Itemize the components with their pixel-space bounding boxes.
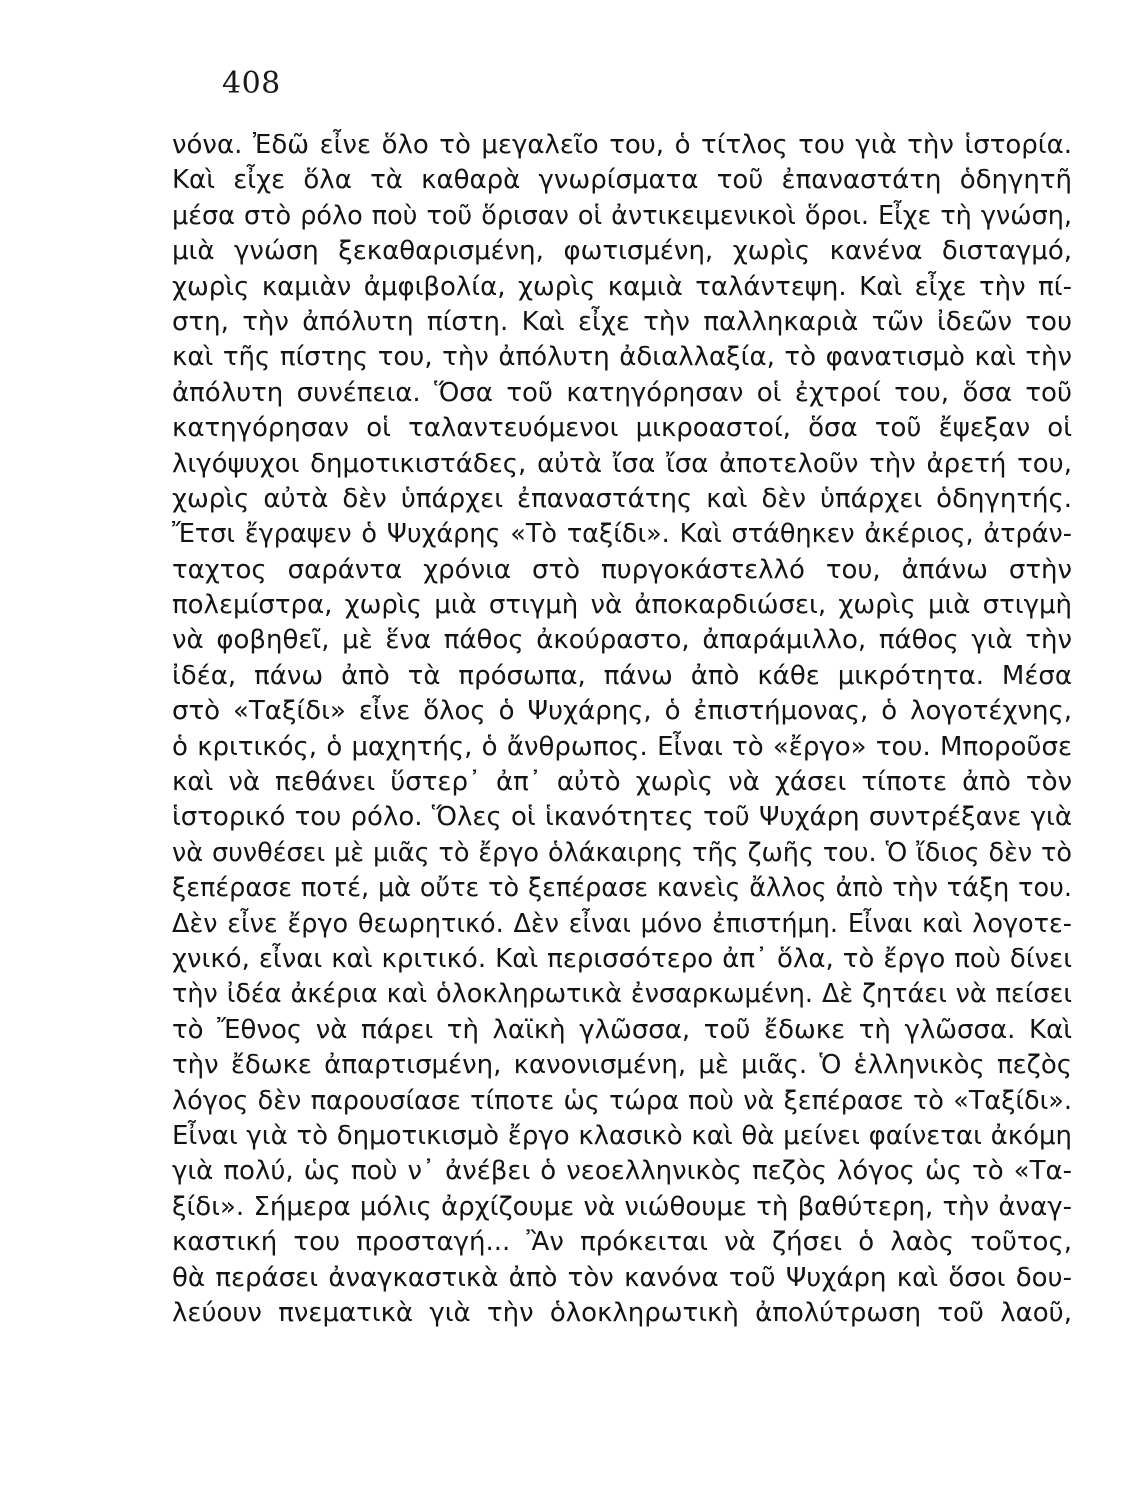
text-line: ἰδέα, πάνω ἀπὸ τὰ πρόσωπα, πάνω ἀπὸ κάθε μικρότητα. Μέσα — [172, 660, 1072, 691]
text-line: χωρὶς αὐτὰ δὲν ὑπάρχει ἐπαναστάτης καὶ δὲν ὑπάρχει ὁδηγητής. — [172, 483, 1072, 514]
text-line: νόνα. Ἐδῶ εἶνε ὅλο τὸ μεγαλεῖο του, ὁ τίτλος του γιὰ τὴν ἱστορία. — [172, 130, 1072, 160]
text-line: λεύουν πνεματικὰ γιὰ τὴν ὁλοκληρωτικὴ ἀπολύτρωση τοῦ λαοῦ, — [172, 1297, 1072, 1328]
text-line: ξίδι». Σήμερα μόλις ἀρχίζουμε νὰ νιώθουμε τὴ βαθύτερη, τὴν ἀναγ- — [172, 1191, 1072, 1222]
text-line: πολεμίστρα, χωρὶς μιὰ στιγμὴ νὰ ἀποκαρδιώσει, χωρὶς μιὰ στιγμὴ — [172, 590, 1072, 621]
text-line: Δὲν εἶνε ἔργο θεωρητικό. Δὲν εἶναι μόνο ἐπιστήμη. Εἶναι καὶ λογοτε- — [172, 908, 1072, 939]
page-number: 408 — [222, 66, 281, 101]
text-line: Καὶ εἶχε ὅλα τὰ καθαρὰ γνωρίσματα τοῦ ἐπαναστάτη ὁδηγητῆ — [172, 165, 1072, 196]
text-line: λόγος δὲν παρουσίασε τίποτε ὡς τώρα ποὺ νὰ ξεπέρασε τὸ «Ταξίδι». — [172, 1085, 1072, 1116]
text-line: στὸ «Ταξίδι» εἶνε ὅλος ὁ Ψυχάρης, ὁ ἐπιστήμονας, ὁ λογοτέχνης, — [172, 696, 1072, 727]
text-line: ἱστορικό του ρόλο. Ὅλες οἱ ἱκανότητες τοῦ Ψυχάρη συντρέξανε γιὰ — [172, 802, 1072, 833]
text-line: καὶ τῆς πίστης του, τὴν ἀπόλυτη ἀδιαλλαξία, τὸ φανατισμὸ καὶ τὴν — [172, 342, 1072, 373]
text-line: καὶ νὰ πεθάνει ὕστερ᾽ ἀπ᾽ αὐτὸ χωρὶς νὰ χάσει τίποτε ἀπὸ τὸν — [172, 767, 1072, 798]
text-line: τὸ Ἔθνος νὰ πάρει τὴ λαϊκὴ γλῶσσα, τοῦ ἔδωκε τὴ γλῶσσα. Καὶ — [172, 1014, 1072, 1045]
text-line: τὴν ἔδωκε ἀπαρτισμένη, κανονισμένη, μὲ μιᾶς. Ὁ ἑλληνικὸς πεζὸς — [172, 1050, 1072, 1081]
text-line: θὰ περάσει ἀναγκαστικὰ ἀπὸ τὸν κανόνα τοῦ Ψυχάρη καὶ ὅσοι δου- — [172, 1262, 1072, 1293]
text-line: γιὰ πολύ, ὡς ποὺ ν᾽ ἀνέβει ὁ νεοελληνικὸς πεζὸς λόγος ὡς τὸ «Τα- — [172, 1156, 1072, 1187]
text-line: χνικό, εἶναι καὶ κριτικό. Καὶ περισσότερο ἀπ᾽ ὅλα, τὸ ἔργο ποὺ δίνει — [172, 943, 1072, 974]
text-line: στη, τὴν ἀπόλυτη πίστη. Καὶ εἶχε τὴν παλληκαριὰ τῶν ἰδεῶν του — [172, 306, 1072, 337]
text-line: ἀπόλυτη συνέπεια. Ὅσα τοῦ κατηγόρησαν οἱ ἐχτροί του, ὅσα τοῦ — [172, 377, 1072, 408]
text-line: καστική του προσταγή... Ἂν πρόκειται νὰ ζήσει ὁ λαὸς τοῦτος, — [172, 1227, 1072, 1258]
text-line: λιγόψυχοι δημοτικιστάδες, αὐτὰ ἴσα ἴσα ἀποτελοῦν τὴν ἀρετή του, — [172, 448, 1072, 479]
text-line: ὁ κριτικός, ὁ μαχητής, ὁ ἄνθρωπος. Εἶναι τὸ «ἔργο» του. Μποροῦσε — [172, 731, 1072, 762]
text-line: ταχτος σαράντα χρόνια στὸ πυργοκάστελλό του, ἀπάνω στὴν — [172, 554, 1072, 585]
text-line: ξεπέρασε ποτέ, μὰ οὔτε τὸ ξεπέρασε κανεὶς ἄλλος ἀπὸ τὴν τάξη του. — [172, 873, 1072, 904]
text-line: τὴν ἰδέα ἀκέρια καὶ ὁλοκληρωτικὰ ἐνσαρκωμένη. Δὲ ζητάει νὰ πείσει — [172, 979, 1072, 1010]
text-line: χωρὶς καμιὰν ἀμφιβολία, χωρὶς καμιὰ ταλάντεψη. Καὶ εἶχε τὴν πί- — [172, 271, 1072, 302]
text-line: νὰ συνθέσει μὲ μιᾶς τὸ ἔργο ὁλάκαιρης τῆς ζωῆς του. Ὁ ἴδιος δὲν τὸ — [172, 837, 1072, 868]
text-line: μιὰ γνώση ξεκαθαρισμένη, φωτισμένη, χωρὶς κανένα δισταγμό, — [172, 236, 1072, 267]
text-line: Εἶναι γιὰ τὸ δημοτικισμὸ ἔργο κλασικὸ καὶ θὰ μείνει φαίνεται ἀκόμη — [172, 1120, 1072, 1151]
body-text — [172, 128, 1072, 1331]
text-line: νὰ φοβηθεῖ, μὲ ἕνα πάθος ἀκούραστο, ἀπαράμιλλο, πάθος γιὰ τὴν — [172, 625, 1072, 656]
text-line: κατηγόρησαν οἱ ταλαντευόμενοι μικροαστοί, ὅσα τοῦ ἔψεξαν οἱ — [172, 413, 1072, 444]
text-line: μέσα στὸ ρόλο ποὺ τοῦ ὅρισαν οἱ ἀντικειμενικοὶ ὅροι. Εἶχε τὴ γνώση, — [172, 200, 1072, 231]
text-line: Ἔτσι ἔγραψεν ὁ Ψυχάρης «Τὸ ταξίδι». Καὶ στάθηκεν ἀκέριος, ἀτράν- — [172, 519, 1072, 550]
